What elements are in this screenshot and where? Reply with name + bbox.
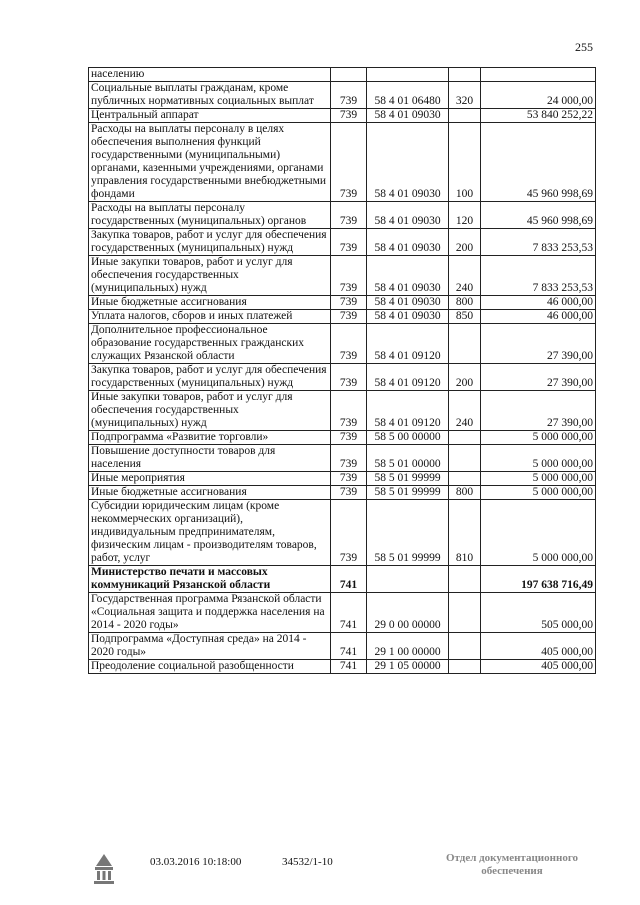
- cell-name: Социальные выплаты гражданам, кроме публичных нормативных социальных выплат: [89, 82, 331, 109]
- table-row: [89, 68, 596, 82]
- cell-org: 739: [331, 472, 367, 486]
- cell-name: Закупка товаров, работ и услуг для обеспечения государственных (муниципальных) нужд: [89, 364, 331, 391]
- cell-name: Иные бюджетные ассигнования: [89, 486, 331, 500]
- table-row: [89, 391, 596, 431]
- cell-org: 741: [331, 566, 367, 593]
- table-row: [89, 229, 596, 256]
- cell-amount: 45 960 998,69: [481, 123, 596, 202]
- cell-org: 739: [331, 445, 367, 472]
- cell-amount: 197 638 716,49: [481, 566, 596, 593]
- cell-org: 739: [331, 82, 367, 109]
- cell-csr: 58 4 01 09030: [367, 109, 449, 123]
- cell-csr: 29 1 00 00000: [367, 633, 449, 660]
- table-row: [89, 364, 596, 391]
- cell-amount: 27 390,00: [481, 391, 596, 431]
- page-footer: [0, 852, 640, 892]
- table-row: [89, 660, 596, 674]
- cell-csr: 58 4 01 09030: [367, 256, 449, 296]
- page-number: 255: [575, 40, 593, 54]
- cell-vr: [449, 566, 481, 593]
- footer-department-line2: обеспечения: [481, 865, 543, 877]
- cell-name: Центральный аппарат: [89, 109, 331, 123]
- cell-org: 739: [331, 123, 367, 202]
- table-row: [89, 500, 596, 566]
- cell-vr: 240: [449, 256, 481, 296]
- cell-org: 739: [331, 324, 367, 364]
- cell-amount: 27 390,00: [481, 364, 596, 391]
- cell-csr: 58 4 01 09030: [367, 202, 449, 229]
- footer-department-line1: Отдел документационного: [445, 852, 579, 864]
- cell-org: [331, 68, 367, 82]
- footer-department: [432, 852, 592, 878]
- table-row: [89, 445, 596, 472]
- cell-vr: 200: [449, 364, 481, 391]
- cell-org: 739: [331, 391, 367, 431]
- cell-name: Государственная программа Рязанской области «Социальная защита и поддержка населения на 2014 - 2020 годы»: [89, 593, 331, 633]
- cell-amount: 5 000 000,00: [481, 472, 596, 486]
- cell-vr: 100: [449, 123, 481, 202]
- cell-name: Подпрограмма «Доступная среда» на 2014 - 2020 годы»: [89, 633, 331, 660]
- cell-csr: 58 4 01 09030: [367, 123, 449, 202]
- cell-amount: 53 840 252,22: [481, 109, 596, 123]
- table-row: [89, 296, 596, 310]
- cell-name: Иные бюджетные ассигнования: [89, 296, 331, 310]
- cell-org: 739: [331, 431, 367, 445]
- cell-vr: [449, 68, 481, 82]
- cell-amount: 405 000,00: [481, 660, 596, 674]
- cell-vr: 800: [449, 296, 481, 310]
- cell-vr: 810: [449, 500, 481, 566]
- budget-table: [88, 67, 596, 674]
- table-row: [89, 109, 596, 123]
- table-row: [89, 82, 596, 109]
- cell-amount: 7 833 253,53: [481, 256, 596, 296]
- table-row: [89, 310, 596, 324]
- cell-org: 739: [331, 486, 367, 500]
- cell-amount: 46 000,00: [481, 296, 596, 310]
- cell-csr: 58 4 01 09030: [367, 310, 449, 324]
- cell-amount: 5 000 000,00: [481, 500, 596, 566]
- cell-vr: [449, 109, 481, 123]
- cell-name: Закупка товаров, работ и услуг для обеспечения государственных (муниципальных) нужд: [89, 229, 331, 256]
- cell-csr: 29 0 00 00000: [367, 593, 449, 633]
- cell-amount: 5 000 000,00: [481, 445, 596, 472]
- cell-name: Уплата налогов, сборов и иных платежей: [89, 310, 331, 324]
- table-row: [89, 431, 596, 445]
- table-row: [89, 566, 596, 593]
- cell-csr: [367, 68, 449, 82]
- cell-amount: 7 833 253,53: [481, 229, 596, 256]
- cell-amount: 46 000,00: [481, 310, 596, 324]
- cell-amount: 5 000 000,00: [481, 431, 596, 445]
- cell-name: Преодоление социальной разобщенности: [89, 660, 331, 674]
- cell-vr: [449, 593, 481, 633]
- cell-csr: 58 4 01 09030: [367, 229, 449, 256]
- cell-amount: 45 960 998,69: [481, 202, 596, 229]
- cell-csr: 58 5 01 99999: [367, 486, 449, 500]
- table-row: [89, 202, 596, 229]
- cell-vr: [449, 324, 481, 364]
- cell-vr: 320: [449, 82, 481, 109]
- table-row: [89, 472, 596, 486]
- cell-csr: 58 5 01 99999: [367, 472, 449, 486]
- cell-org: 739: [331, 500, 367, 566]
- table-row: [89, 593, 596, 633]
- cell-org: 739: [331, 364, 367, 391]
- footer-doc-number: 34532/1-10: [282, 856, 333, 868]
- cell-vr: [449, 660, 481, 674]
- cell-name: Расходы на выплаты персоналу в целях обеспечения выполнения функций государственными (муниципальными) органами, казенными учреждениями, органами управления государственными внебюджетными фондами: [89, 123, 331, 202]
- table-row: [89, 486, 596, 500]
- table-row: [89, 633, 596, 660]
- cell-vr: 120: [449, 202, 481, 229]
- cell-csr: 58 4 01 09120: [367, 364, 449, 391]
- cell-csr: [367, 566, 449, 593]
- cell-vr: 200: [449, 229, 481, 256]
- cell-name: Министерство печати и массовых коммуникаций Рязанской области: [89, 566, 331, 593]
- cell-csr: 58 5 01 00000: [367, 445, 449, 472]
- cell-org: 739: [331, 296, 367, 310]
- cell-csr: 58 4 01 09120: [367, 391, 449, 431]
- cell-amount: [481, 68, 596, 82]
- table-row: [89, 256, 596, 296]
- cell-org: 739: [331, 310, 367, 324]
- cell-vr: [449, 445, 481, 472]
- cell-csr: 58 5 00 00000: [367, 431, 449, 445]
- cell-org: 741: [331, 660, 367, 674]
- cell-vr: 800: [449, 486, 481, 500]
- cell-amount: 24 000,00: [481, 82, 596, 109]
- cell-org: 739: [331, 109, 367, 123]
- budget-table-body: [89, 68, 596, 674]
- table-row: [89, 324, 596, 364]
- cell-org: 741: [331, 633, 367, 660]
- cell-csr: 58 4 01 06480: [367, 82, 449, 109]
- table-row: [89, 123, 596, 202]
- cell-amount: 27 390,00: [481, 324, 596, 364]
- cell-org: 739: [331, 256, 367, 296]
- cell-vr: 850: [449, 310, 481, 324]
- cell-name: Повышение доступности товаров для населения: [89, 445, 331, 472]
- cell-vr: [449, 472, 481, 486]
- cell-csr: 58 5 01 99999: [367, 500, 449, 566]
- cell-name: Иные закупки товаров, работ и услуг для обеспечения государственных (муниципальных) нужд: [89, 391, 331, 431]
- cell-org: 739: [331, 229, 367, 256]
- cell-name: населению: [89, 68, 331, 82]
- cell-amount: 405 000,00: [481, 633, 596, 660]
- cell-csr: 58 4 01 09120: [367, 324, 449, 364]
- cell-vr: [449, 633, 481, 660]
- cell-amount: 5 000 000,00: [481, 486, 596, 500]
- cell-name: Субсидии юридическим лицам (кроме некоммерческих организаций), индивидуальным предпринимателям, физическим лицам - производителям товаров, работ, услуг: [89, 500, 331, 566]
- cell-name: Расходы на выплаты персоналу государственных (муниципальных) органов: [89, 202, 331, 229]
- cell-amount: 505 000,00: [481, 593, 596, 633]
- cell-csr: 29 1 05 00000: [367, 660, 449, 674]
- cell-org: 739: [331, 202, 367, 229]
- cell-name: Дополнительное профессиональное образование государственных гражданских служащих Рязанской области: [89, 324, 331, 364]
- footer-date: 03.03.2016 10:18:00: [150, 856, 242, 868]
- cell-name: Иные закупки товаров, работ и услуг для обеспечения государственных (муниципальных) нужд: [89, 256, 331, 296]
- cell-name: Подпрограмма «Развитие торговли»: [89, 431, 331, 445]
- cell-csr: 58 4 01 09030: [367, 296, 449, 310]
- cell-vr: [449, 431, 481, 445]
- cell-name: Иные мероприятия: [89, 472, 331, 486]
- cell-org: 741: [331, 593, 367, 633]
- cell-vr: 240: [449, 391, 481, 431]
- stamp-icon: [92, 852, 116, 886]
